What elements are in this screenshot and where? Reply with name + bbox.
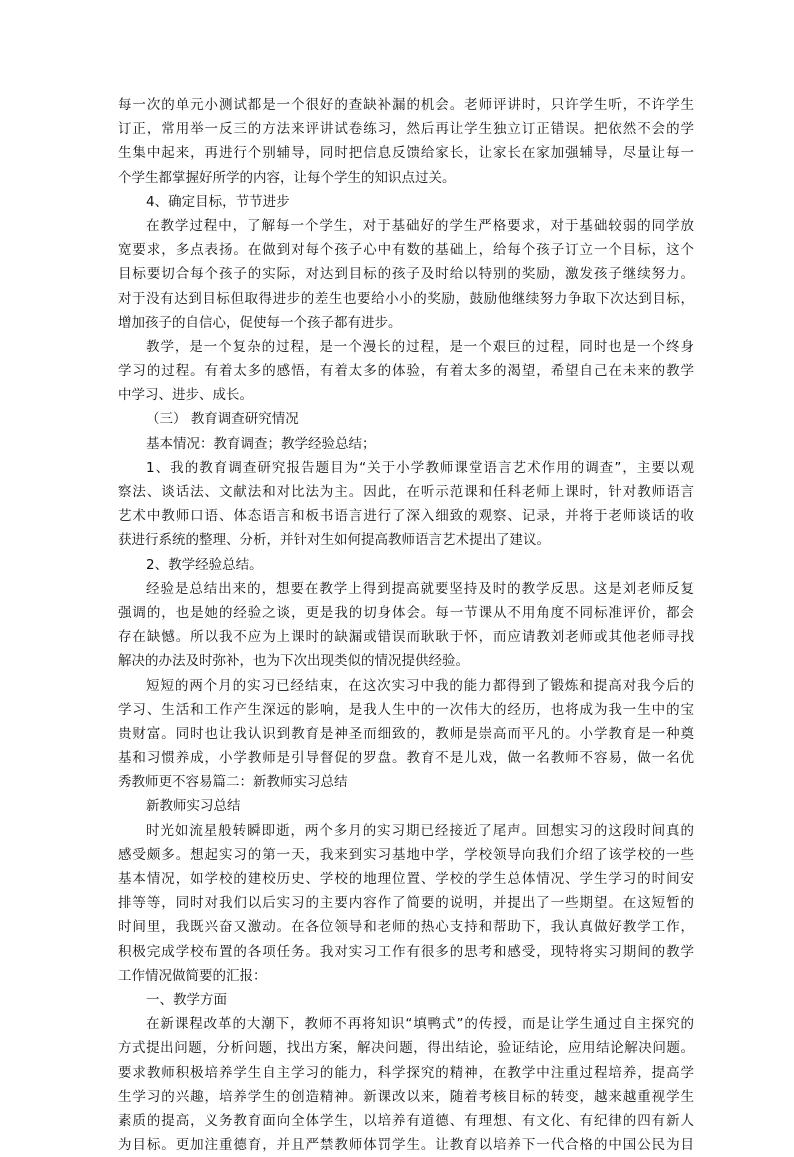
text-line: 学习、生活和工作产生深远的影响，是我人生中的一次伟大的经历，也将成为我一生中的宝 <box>118 701 694 718</box>
text-line: 基和习惯养成，小学教师是引导督促的罗盘。教育不是儿戏，做一名教师不容易，做一名优 <box>118 750 694 767</box>
text-line: （三） 教育调查研究情况 <box>146 411 299 428</box>
text-line: 感受颇多。想起实习的第一天，我来到实习基地中学，学校领导向我们介绍了该学校的一些 <box>118 846 694 863</box>
text-line: 解决的办法及时弥补，也为下次出现类似的情况提供经验。 <box>118 653 469 670</box>
text-line: 艺术中教师口语、体态语言和板书语言进行了深入细致的观察、记录，并将于老师谈话的收 <box>118 508 694 525</box>
text-line: 方式提出问题，分析问题，找出方案，解决问题，得出结论，验证结论，应用结论解决问题。 <box>118 1040 694 1057</box>
text-line: 生集中起来，再进行个别辅导，同时把信息反馈给家长，让家长在家加强辅导，尽量让每一 <box>118 145 694 162</box>
text-line: 一、教学方面 <box>146 991 227 1008</box>
text-line: 为目标。更加注重德育，并且严禁教师体罚学生。让教育以培养下一代合格的中国公民为目 <box>118 1137 694 1154</box>
text-line: 短短的两个月的实习已经结束，在这次实习中我的能力都得到了锻炼和提高对我今后的 <box>146 677 694 694</box>
text-line: 宽要求，多点表扬。在做到对每个孩子心中有数的基础上，给每个孩子订立一个目标，这个 <box>118 242 694 259</box>
text-line: 素质的提高，义务教育面向全体学生，以培养有道德、有理想、有文化、有纪律的四有新人 <box>118 1112 694 1129</box>
text-line: 教学，是一个复杂的过程，是一个漫长的过程，是一个艰巨的过程，同时也是一个终身 <box>146 338 694 355</box>
text-line: 目标要切合每个孩子的实际，对达到目标的孩子及时给以特别的奖励，激发孩子继续努力。 <box>118 266 694 283</box>
text-line: 2、教学经验总结。 <box>146 556 263 573</box>
text-line: 个学生都掌握好所学的内容，让每个学生的知识点过关。 <box>118 169 456 186</box>
text-line: 基本情况：教育调查；教学经验总结； <box>146 435 376 452</box>
text-line: 获进行系统的整理、分析，并针对生如何提高教师语言艺术提出了建议。 <box>118 532 550 549</box>
text-line: 新教师实习总结 <box>146 798 241 815</box>
text-line: 时光如流星般转瞬即逝，两个多月的实习期已经接近了尾声。回想实习的这段时间真的 <box>146 822 694 839</box>
text-line: 存在缺憾。所以我不应为上课时的缺漏或错误而耿耿于怀，而应请教刘老师或其他老师寻找 <box>118 629 694 646</box>
text-line: 时间里，我既兴奋又激动。在各位领导和老师的热心支持和帮助下，我认真做好教学工作， <box>118 919 694 936</box>
text-line: 订正，常用举一反三的方法来评讲试卷练习，然后再让学生独立订正错误。把依然不会的学 <box>118 121 694 138</box>
text-line: 察法、谈话法、文献法和对比法为主。因此，在听示范课和任科老师上课时，针对教师语言 <box>118 484 694 500</box>
text-line: 贵财富。同时也让我认识到教育是神圣而细致的，教师是崇高而平凡的。小学教育是一种奠 <box>118 725 694 742</box>
text-line: 经验是总结出来的，想要在教学上得到提高就要坚持及时的教学反思。这是刘老师反复 <box>146 580 694 597</box>
text-line: 强调的，也是她的经验之谈，更是我的切身体会。每一节课从不用角度不同标准评价，都会 <box>118 604 694 621</box>
text-line: 排等等，同时对我们以后实习的主要内容作了简要的说明，并提出了一些期望。在这短暂的 <box>118 895 694 912</box>
text-line: 每一次的单元小测试都是一个很好的查缺补漏的机会。老师评讲时，只许学生听，不许学生 <box>118 97 694 113</box>
text-line: 1、我的教育调查研究报告题目为“关于小学教师课堂语言艺术作用的调查”，主要以观 <box>146 459 694 476</box>
text-line: 对于没有达到目标但取得进步的差生也要给小小的奖励，鼓励他继续努力争取下次达到目标， <box>118 290 694 307</box>
text-line: 生学习的兴趣，培养学生的创造精神。新课改以来，随着考核目标的转变，越来越重视学生 <box>118 1088 694 1105</box>
text-line: 4、确定目标，节节进步 <box>146 193 290 210</box>
text-line: 在教学过程中，了解每一个学生，对于基础好的学生严格要求，对于基础较弱的同学放 <box>146 217 694 234</box>
text-line: 工作情况做简要的汇报： <box>118 967 267 984</box>
text-line: 增加孩子的自信心，促使每一个孩子都有进步。 <box>118 314 402 331</box>
text-line: 积极完成学校布置的各项任务。我对实习工作有很多的思考和感受，现特将实习期间的教学 <box>118 943 694 960</box>
text-line: 学习的过程。有着太多的感悟，有着太多的体验，有着太多的渴望，希望自己在未来的教学 <box>118 363 694 380</box>
text-line: 在新课程改革的大潮下，教师不再将知识“填鸭式”的传授，而是让学生通过自主探究的 <box>146 1016 694 1033</box>
text-line: 中学习、进步、成长。 <box>118 387 253 404</box>
text-line: 基本情况，如学校的建校历史、学校的地理位置、学校的学生总体情况、学生学习的时间安 <box>118 871 694 887</box>
text-line: 秀教师更不容易篇二：新教师实习总结 <box>118 774 348 791</box>
text-line: 要求教师积极培养学生自主学习的能力，科学探究的精神，在教学中注重过程培养，提高学 <box>118 1064 694 1081</box>
document-body <box>118 93 694 1157</box>
